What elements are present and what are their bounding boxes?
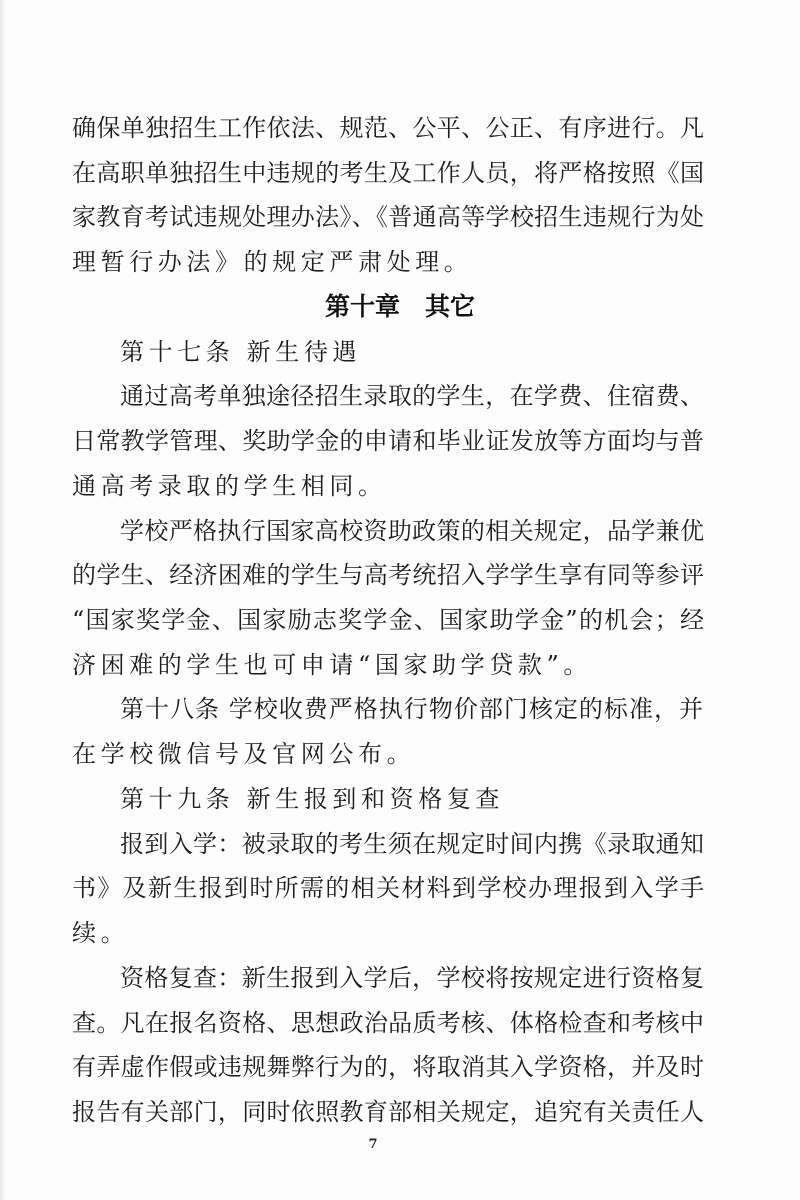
text-line: 资格复查：新生报到入学后，学校将按规定进行资格复 [120, 963, 705, 992]
article-title: 第十九条 新生报到和资格复查 [120, 784, 505, 813]
text-line: 在学校微信号及官网公布。 [72, 740, 416, 769]
text-line: 济困难的学生也可申请“国家助学贷款”。 [72, 650, 592, 679]
article-title: 第十八条 学校收费严格执行物价部门核定的标准，并 [120, 695, 704, 724]
chapter-heading: 第十章 其它 [324, 291, 475, 321]
text-line: 的学生、经济困难的学生与高考统招入学学生享有同等参评 [72, 561, 705, 590]
text-line: 学校严格执行国家高校资助政策的相关规定，品学兼优 [120, 516, 705, 545]
text-line: 理暂行办法》的规定严肃处理。 [72, 248, 473, 277]
text-line: 书》及新生报到时所需的相关材料到学校办理报到入学手 [72, 874, 706, 903]
text-line: 日常教学管理、奖助学金的申请和毕业证发放等方面均与普 [72, 427, 705, 456]
text-line: 通高考录取的学生相同。 [72, 471, 387, 500]
text-line: 确保单独招生工作依法、规范、公平、公正、有序进行。凡 [72, 114, 705, 142]
text-line: “国家奖学金、国家励志奖学金、国家助学金”的机会；经 [72, 606, 706, 634]
text-line: 在高职单独招生中违规的考生及工作人员，将严格按照《国 [72, 158, 705, 187]
text-line: 续。 [72, 919, 130, 948]
article-title: 第十七条 新生待遇 [120, 337, 362, 366]
text-line: 家教育考试违规处理办法》、《普通高等学校招生违规行为处 [72, 203, 705, 232]
text-line: 报到入学：被录取的考生须在规定时间内携《录取通知 [120, 829, 705, 858]
scan-edge-shadow [0, 0, 6, 1200]
page-number: 7 [368, 1137, 378, 1152]
text-line: 有弄虚作假或违规舞弊行为的，将取消其入学资格，并及时 [72, 1053, 705, 1082]
text-line: 通过高考单独途径招生录取的学生，在学费、住宿费、 [120, 382, 705, 411]
text-line: 查。凡在报名资格、思想政治品质考核、体格检查和考核中 [72, 1008, 705, 1037]
text-line: 报告有关部门，同时依照教育部相关规定，追究有关责任人 [72, 1098, 705, 1126]
